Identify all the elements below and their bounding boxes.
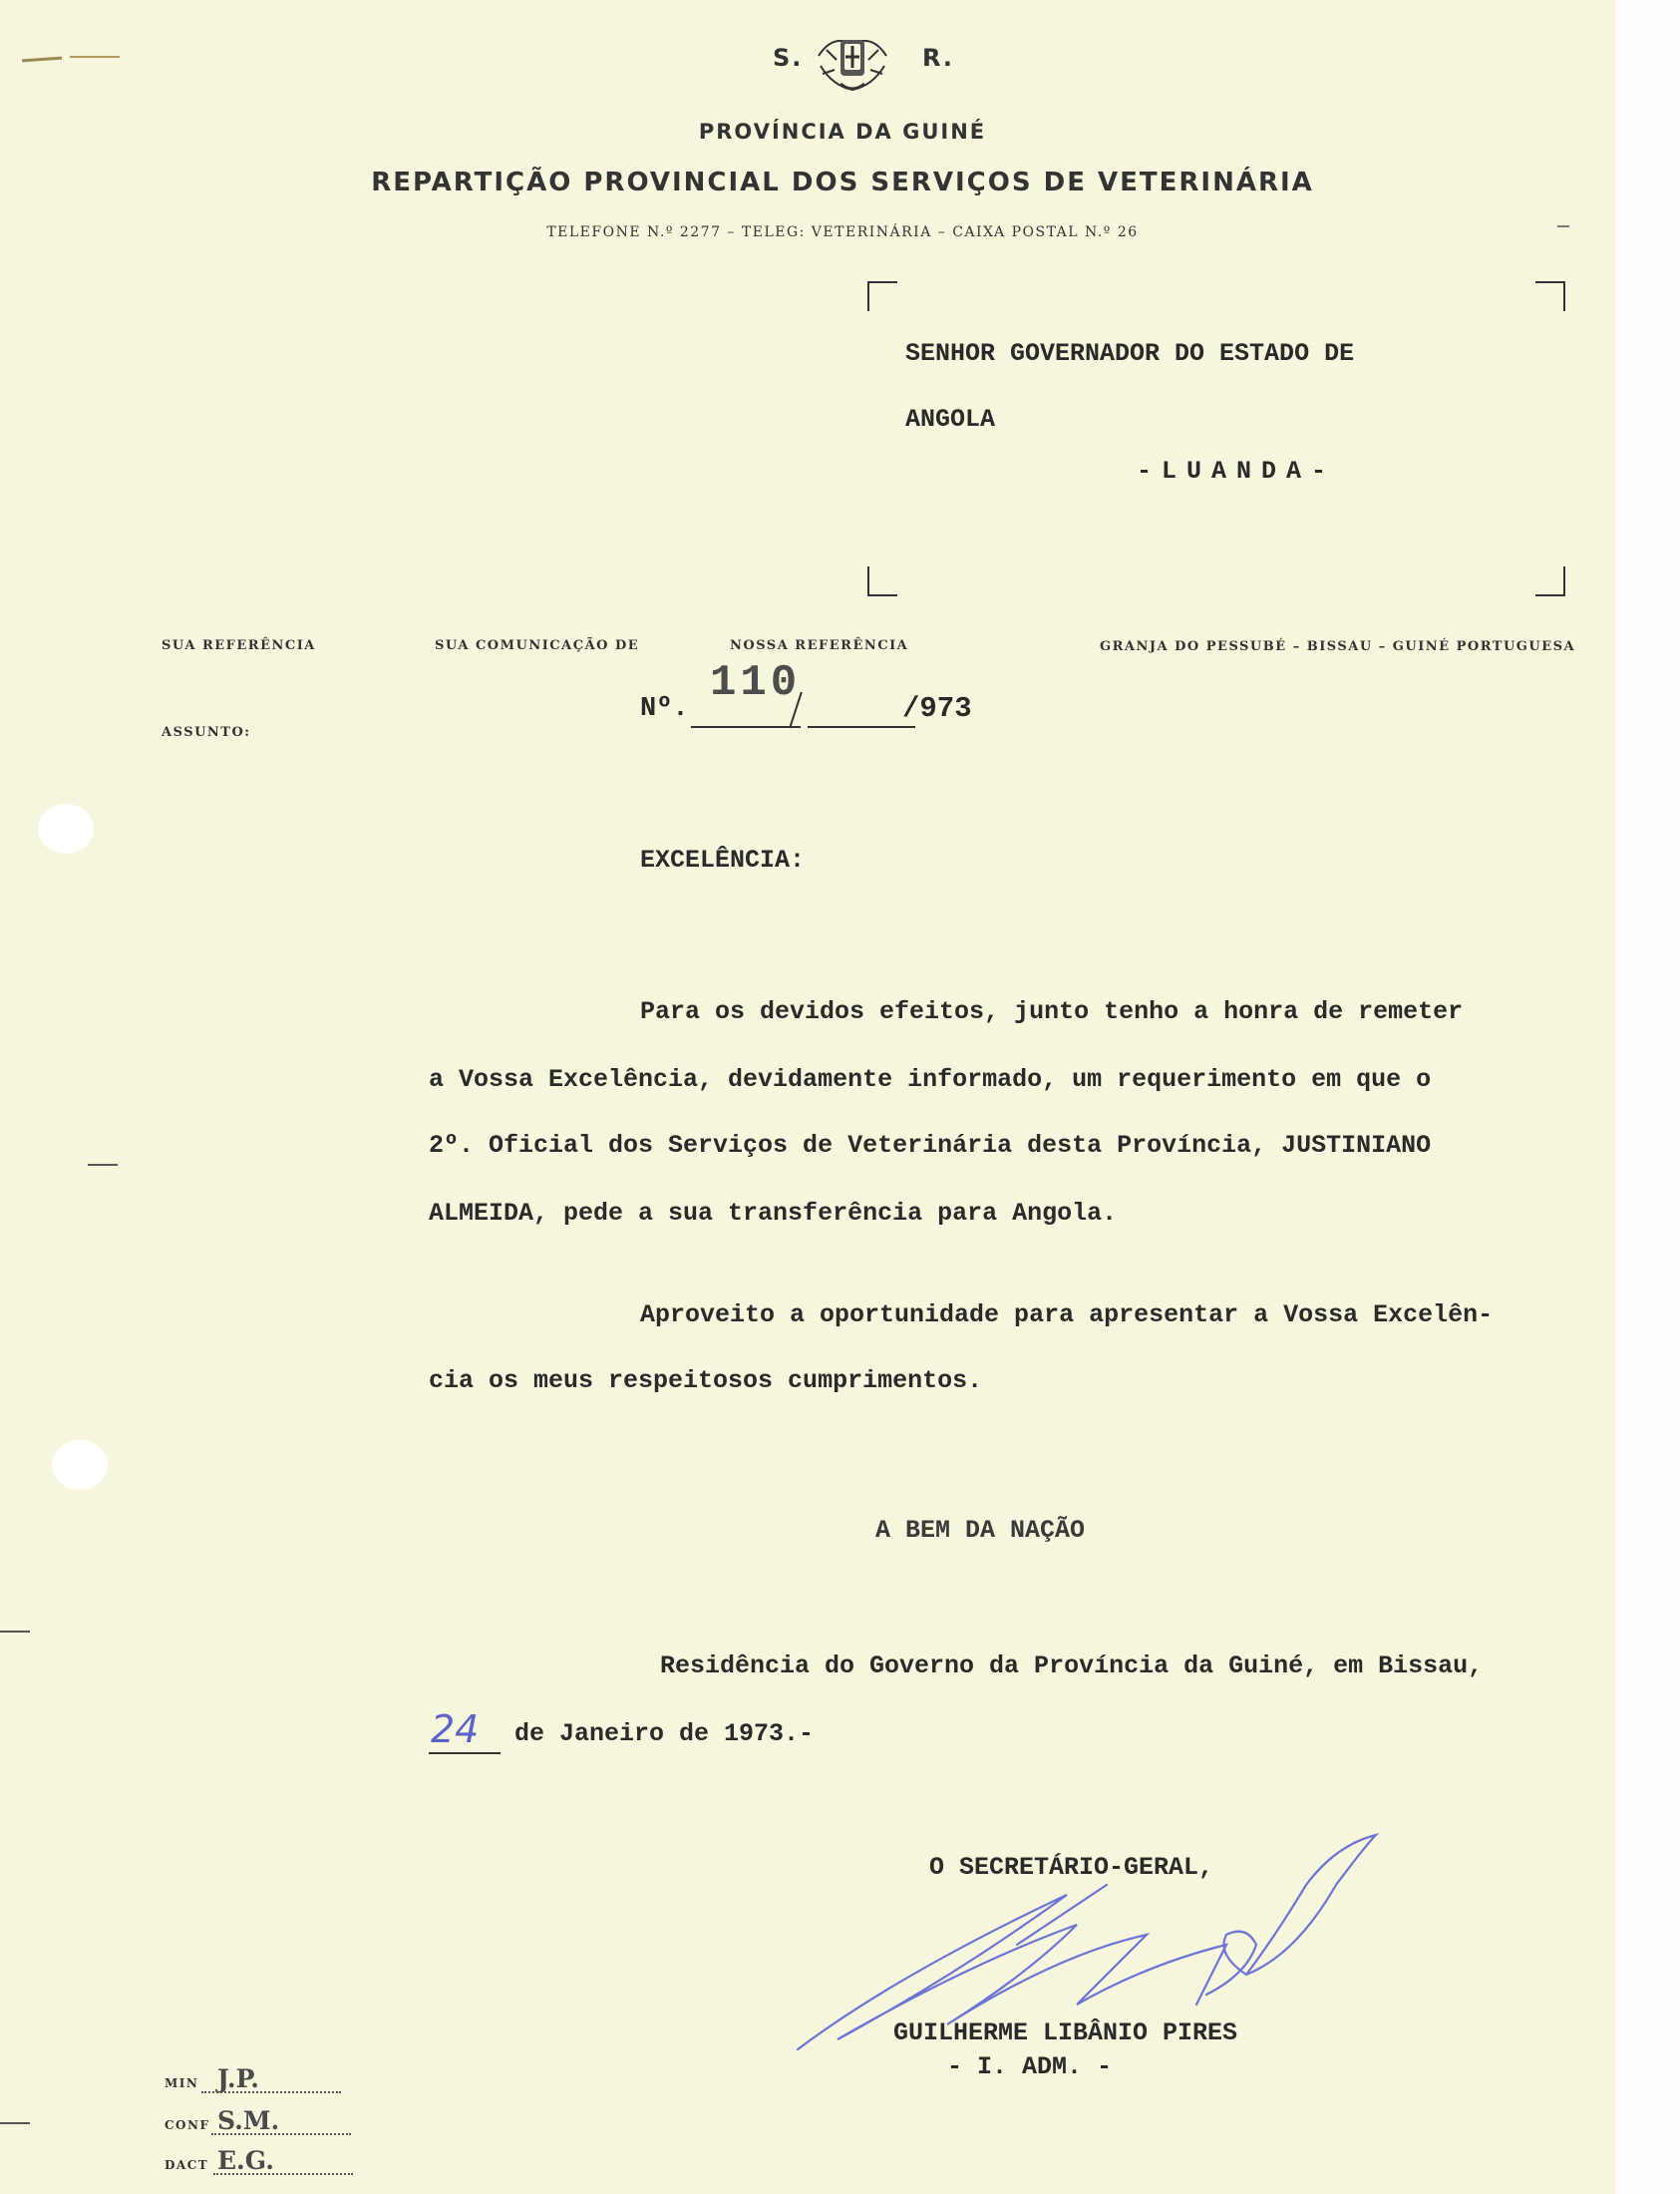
- label-assunto: ASSUNTO:: [162, 725, 251, 740]
- margin-tick: [0, 2122, 30, 2124]
- window-corner-top-left: [867, 281, 897, 311]
- salutation: EXCELÊNCIA:: [640, 846, 806, 875]
- scan-margin: [1615, 0, 1680, 2194]
- label-sua-referencia: SUA REFERÊNCIA: [162, 638, 316, 653]
- addressee-line-1: SENHOR GOVERNADOR DO ESTADO DE: [905, 339, 1355, 368]
- contact-line: TELEFONE N.º 2277 – TELEG: VETERINÁRIA – CAIXA POSTAL N.º 26: [546, 224, 1139, 240]
- window-corner-bottom-right: [1535, 566, 1565, 596]
- margin-tick: [0, 1631, 30, 1633]
- stray-mark: [70, 56, 120, 58]
- coat-of-arms-icon: [813, 26, 892, 98]
- header-right-mark: R.: [922, 44, 955, 72]
- ref-number-underline-1: [691, 726, 801, 728]
- paragraph-2-line-2: cia os meus respeitosos cumprimentos.: [429, 1366, 983, 1395]
- footer-min-value: J.P.: [217, 2064, 259, 2093]
- date-day-underline: [429, 1752, 501, 1754]
- paragraph-1-line-1: Para os devidos efeitos, junto tenho a honra de remeter: [640, 997, 1464, 1026]
- ref-number-year: /973: [902, 692, 972, 725]
- margin-tick: [88, 1164, 118, 1166]
- footer-min-dots: [201, 2091, 341, 2093]
- footer-min-label: MIN: [165, 2076, 199, 2090]
- department-heading: REPARTIÇÃO PROVINCIAL DOS SERVIÇOS DE VETERINÁRIA: [371, 168, 1314, 197]
- signatory-name: GUILHERME LIBÂNIO PIRES: [893, 2018, 1238, 2047]
- date-rest: de Janeiro de 1973.-: [514, 1719, 815, 1748]
- window-corner-top-right: [1535, 281, 1565, 311]
- addressee-line-2: ANGOLA: [905, 405, 996, 434]
- label-nossa-referencia: NOSSA REFERÊNCIA: [730, 638, 909, 653]
- header-left-mark: S.: [773, 44, 804, 72]
- footer-dact-label: DACT: [165, 2158, 209, 2172]
- footer-dact-dots: [213, 2173, 353, 2175]
- signatory-title: - I. ADM. -: [947, 2052, 1113, 2081]
- label-location: GRANJA DO PESSUBÉ – BISSAU – GUINÉ PORTUGUESA: [1100, 639, 1576, 654]
- paragraph-1-line-4: ALMEIDA, pede a sua transferência para Angola.: [429, 1199, 1118, 1228]
- province-heading: PROVÍNCIA DA GUINÉ: [698, 120, 987, 144]
- addressee-city: -LUANDA-: [1137, 457, 1337, 486]
- paragraph-1-line-2: a Vossa Excelência, devidamente informado, um requerimento em que o: [429, 1065, 1432, 1094]
- paragraph-1-line-3: 2º. Oficial dos Serviços de Veterinária desta Província, JUSTINIANO: [429, 1131, 1432, 1160]
- footer-conf-dots: [211, 2133, 351, 2135]
- ref-number-underline-2: [808, 726, 915, 728]
- margin-tick: [1557, 225, 1569, 227]
- signature-role: O SECRETÁRIO-GERAL,: [929, 1853, 1214, 1882]
- label-sua-comunicacao: SUA COMUNICAÇÃO DE: [435, 638, 640, 653]
- paragraph-2-line-1: Aproveito a oportunidade para apresentar a Vossa Excelên-: [640, 1300, 1494, 1329]
- ref-number-prefix: Nº.: [640, 694, 689, 724]
- footer-conf-label: CONF: [165, 2118, 210, 2132]
- ref-number-handwritten: 110: [710, 658, 802, 708]
- date-day-handwritten: 24: [431, 1707, 480, 1751]
- punch-hole-bottom: [52, 1440, 108, 1490]
- window-corner-bottom-left: [867, 566, 897, 596]
- punch-hole-top: [38, 804, 94, 854]
- motto: A BEM DA NAÇÃO: [875, 1516, 1086, 1545]
- stray-mark: [22, 57, 62, 63]
- footer-conf-value: S.M.: [217, 2106, 280, 2135]
- footer-dact-value: E.G.: [217, 2146, 274, 2175]
- place-line: Residência do Governo da Província da Guiné, em Bissau,: [660, 1651, 1484, 1680]
